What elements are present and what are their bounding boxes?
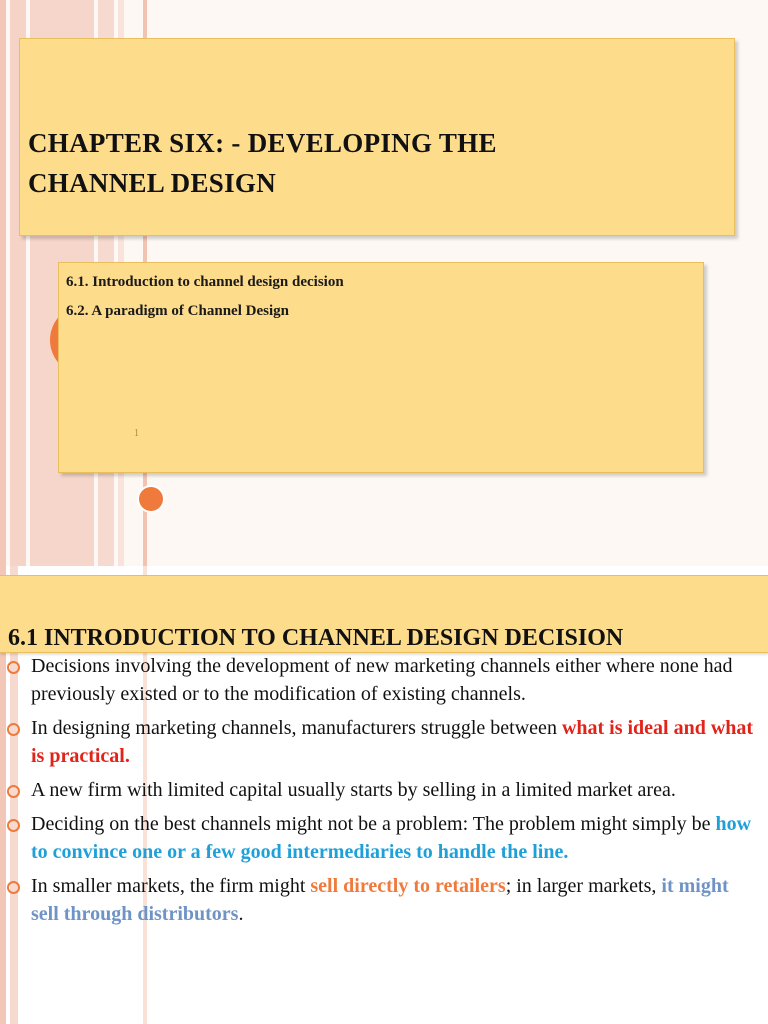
contents-box [58,262,704,473]
section-title: 6.1 INTRODUCTION TO CHANNEL DESIGN DECISION [8,625,624,651]
bullet-text: Deciding on the best channels might not be a problem: The problem might simply be [31,813,716,835]
circle-bullet-icon [7,881,20,894]
bullet-text: In designing marketing channels, manufacturers struggle between [31,717,562,739]
slide-introduction [0,566,768,1024]
bullet-item [0,872,768,928]
bullet-text: . [238,903,244,925]
contents-item-6-1: 6.1. Introduction to channel design decision [66,274,344,290]
chapter-title [28,123,497,203]
bullet-highlight: it might sell through distributors [31,875,729,925]
chapter-title-line1: CHAPTER SIX: - DEVELOPING THE [28,128,497,158]
chapter-title-line2: CHANNEL DESIGN [28,168,277,198]
bullet-item [0,652,768,708]
contents-item-6-2: 6.2. A paradigm of Channel Design [66,303,289,319]
bullet-item [0,776,768,804]
decorative-stripe [0,0,6,566]
decorative-circle-small [139,487,163,511]
bullet-item [0,810,768,866]
bullet-highlight: how to convince one or a few good intermediaries to handle the line. [31,813,752,863]
title-box [19,38,735,236]
bullet-highlight: what is ideal and what is practical. [31,717,754,767]
bullet-list [0,652,768,934]
bullet-text: ; in larger markets, [505,875,662,897]
page-number: 1 [134,428,139,439]
bullet-text: In smaller markets, the firm might [31,875,311,897]
circle-bullet-icon [7,819,20,832]
section-header-bar [0,575,768,653]
bullet-item [0,714,768,770]
circle-bullet-icon [7,785,20,798]
circle-bullet-icon [7,723,20,736]
circle-bullet-icon [7,661,20,674]
bullet-text: A new firm with limited capital usually starts by selling in a limited market area. [31,779,676,801]
bullet-highlight: sell directly to retailers [310,875,506,897]
bullet-text: Decisions involving the development of new marketing channels either where none had previously existed or to the modification of existing channels. [31,655,733,705]
